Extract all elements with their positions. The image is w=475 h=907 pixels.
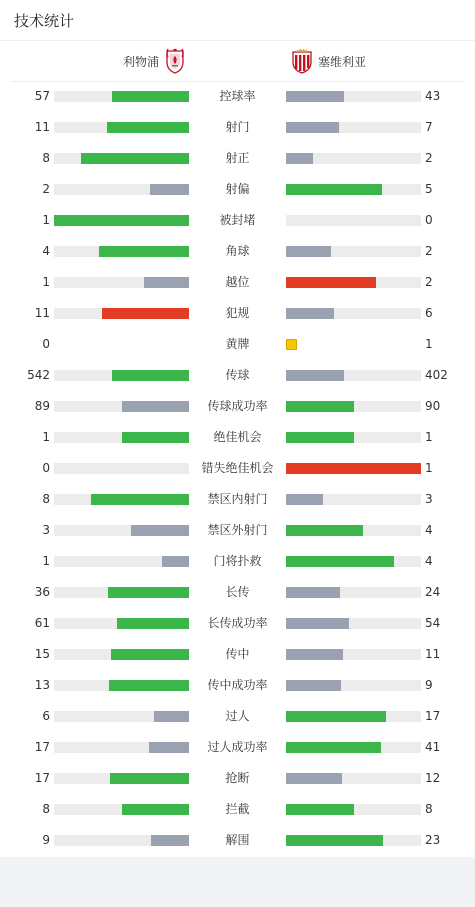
home-bar-track — [54, 308, 189, 319]
stat-row — [0, 701, 475, 732]
away-bar-fill — [286, 649, 343, 660]
stat-row — [0, 763, 475, 794]
away-bar-fill — [286, 711, 386, 722]
stat-row — [0, 391, 475, 422]
away-bar-fill — [286, 277, 376, 288]
home-value: 11 — [34, 306, 50, 320]
home-value: 61 — [34, 616, 50, 630]
home-value: 2 — [42, 182, 50, 196]
away-bar-track — [286, 401, 421, 412]
stat-row — [0, 360, 475, 391]
away-bar-track — [286, 618, 421, 629]
home-bar-track — [54, 804, 189, 815]
home-bar-track — [54, 680, 189, 691]
away-bar-fill — [286, 122, 339, 133]
home-bar-track — [54, 215, 189, 226]
home-bar-fill — [122, 432, 190, 443]
home-value: 6 — [42, 709, 50, 723]
home-value: 89 — [34, 399, 50, 413]
home-bar-fill — [117, 618, 189, 629]
home-bar-fill — [144, 277, 189, 288]
stat-row — [0, 577, 475, 608]
home-value: 0 — [42, 461, 50, 475]
away-value: 402 — [425, 368, 448, 382]
home-bar-fill — [149, 742, 189, 753]
home-bar-track — [54, 618, 189, 629]
home-value: 9 — [42, 833, 50, 847]
home-bar-fill — [112, 91, 189, 102]
away-bar-fill — [286, 91, 344, 102]
stat-row — [0, 639, 475, 670]
stat-label: 长传成功率 — [207, 616, 268, 630]
home-value: 1 — [42, 554, 50, 568]
home-value: 17 — [34, 740, 50, 754]
home-bar-fill — [107, 122, 190, 133]
away-value: 11 — [425, 647, 441, 661]
away-value: 2 — [425, 275, 433, 289]
away-team[interactable] — [290, 41, 366, 81]
home-bar-track — [54, 277, 189, 288]
home-bar-track — [54, 649, 189, 660]
away-bar-fill — [286, 556, 394, 567]
home-bar-track — [54, 835, 189, 846]
away-bar-fill — [286, 370, 344, 381]
stat-label: 越位 — [225, 275, 250, 289]
stat-label: 过人 — [225, 709, 250, 723]
stat-row — [0, 484, 475, 515]
away-value: 4 — [425, 554, 433, 568]
away-bar-track — [286, 153, 421, 164]
away-value: 9 — [425, 678, 433, 692]
home-bar-track — [54, 463, 189, 474]
away-bar-fill — [286, 432, 354, 443]
away-bar-track — [286, 370, 421, 381]
home-bar-fill — [102, 308, 189, 319]
away-value: 1 — [425, 337, 433, 351]
home-bar-fill — [110, 773, 189, 784]
home-team-name: 利物浦 — [122, 54, 159, 69]
away-bar-track — [286, 556, 421, 567]
home-value: 3 — [42, 523, 50, 537]
stat-label: 传中 — [225, 647, 250, 661]
stat-label: 黄牌 — [225, 337, 250, 351]
home-value: 542 — [27, 368, 50, 382]
home-value: 8 — [42, 492, 50, 506]
yellow-card-icon — [286, 339, 297, 350]
stat-label: 抢断 — [225, 771, 250, 785]
stat-row — [0, 112, 475, 143]
home-bar-track — [54, 556, 189, 567]
home-value: 1 — [42, 213, 50, 227]
stat-label: 犯规 — [225, 306, 250, 320]
away-value: 6 — [425, 306, 433, 320]
stat-label: 禁区外射门 — [207, 523, 268, 537]
stat-label: 长传 — [225, 585, 250, 599]
stat-row — [0, 267, 475, 298]
home-bar-fill — [112, 370, 190, 381]
away-value: 43 — [425, 89, 441, 103]
page-title: 技术统计 — [14, 12, 75, 30]
stats-list — [0, 81, 475, 856]
stat-label: 禁区内射门 — [207, 492, 268, 506]
away-bar-fill — [286, 308, 334, 319]
home-bar-track — [54, 246, 189, 257]
away-bar-track — [286, 711, 421, 722]
home-bar-fill — [162, 556, 189, 567]
away-value: 2 — [425, 151, 433, 165]
away-bar-track — [286, 587, 421, 598]
liverpool-crest-icon — [163, 48, 187, 74]
away-bar-fill — [286, 525, 363, 536]
stat-row — [0, 608, 475, 639]
away-value: 4 — [425, 523, 433, 537]
away-bar-fill — [286, 463, 421, 474]
home-bar-fill — [111, 649, 189, 660]
away-bar-track — [286, 215, 421, 226]
away-bar-track — [286, 91, 421, 102]
away-value: 24 — [425, 585, 441, 599]
home-value: 13 — [34, 678, 50, 692]
stat-label: 传中成功率 — [207, 678, 268, 692]
stat-row — [0, 174, 475, 205]
stat-row — [0, 670, 475, 701]
away-value: 2 — [425, 244, 433, 258]
home-value: 15 — [34, 647, 50, 661]
home-bar-track — [54, 91, 189, 102]
away-bar-track — [286, 804, 421, 815]
home-value: 0 — [42, 337, 50, 351]
stat-row — [0, 794, 475, 825]
away-bar-track — [286, 742, 421, 753]
home-bar-fill — [109, 680, 189, 691]
home-bar-fill — [122, 401, 189, 412]
away-bar-track — [286, 649, 421, 660]
stat-row — [0, 81, 475, 112]
home-value: 4 — [42, 244, 50, 258]
home-bar-fill — [154, 711, 189, 722]
away-bar-track — [286, 122, 421, 133]
away-bar-fill — [286, 153, 313, 164]
home-bar-fill — [150, 184, 189, 195]
stat-label: 拦截 — [225, 802, 250, 816]
stat-label: 射门 — [225, 120, 250, 134]
home-bar-track — [54, 587, 189, 598]
stat-row — [0, 825, 475, 856]
away-bar-track — [286, 494, 421, 505]
away-bar-track — [286, 184, 421, 195]
home-bar-track — [54, 153, 189, 164]
away-value: 1 — [425, 461, 433, 475]
stat-label: 过人成功率 — [207, 740, 268, 754]
home-bar-track — [54, 711, 189, 722]
home-value: 36 — [34, 585, 50, 599]
away-bar-fill — [286, 494, 323, 505]
away-bar-fill — [286, 618, 349, 629]
home-bar-track — [54, 742, 189, 753]
away-bar-fill — [286, 804, 354, 815]
away-bar-fill — [286, 742, 381, 753]
away-bar-fill — [286, 835, 383, 846]
stat-label: 门将扑救 — [213, 554, 262, 568]
stat-row — [0, 298, 475, 329]
stat-label: 解围 — [225, 833, 250, 847]
stat-row — [0, 236, 475, 267]
stat-row — [0, 205, 475, 236]
stat-row — [0, 422, 475, 453]
away-team-name: 塞维利亚 — [318, 54, 367, 69]
away-bar-track — [286, 246, 421, 257]
home-value: 57 — [34, 89, 50, 103]
away-value: 7 — [425, 120, 433, 134]
away-bar-fill — [286, 680, 341, 691]
home-bar-fill — [131, 525, 189, 536]
stat-row — [0, 143, 475, 174]
away-bar-track — [286, 308, 421, 319]
away-value: 41 — [425, 740, 441, 754]
home-bar-fill — [91, 494, 189, 505]
away-bar-fill — [286, 587, 340, 598]
away-value: 54 — [425, 616, 441, 630]
stat-label: 角球 — [225, 244, 250, 258]
away-value: 1 — [425, 430, 433, 444]
stat-label: 传球成功率 — [207, 399, 268, 413]
away-bar-track — [286, 680, 421, 691]
home-value: 8 — [42, 802, 50, 816]
stat-row — [0, 453, 475, 484]
away-bar-track — [286, 277, 421, 288]
stat-row — [0, 515, 475, 546]
home-bar-fill — [151, 835, 189, 846]
away-bar-track — [286, 463, 421, 474]
away-bar-track — [286, 339, 421, 350]
home-bar-track — [54, 339, 189, 350]
home-bar-track — [54, 370, 189, 381]
away-bar-fill — [286, 401, 354, 412]
away-value: 17 — [425, 709, 441, 723]
home-bar-fill — [99, 246, 189, 257]
home-bar-fill — [54, 215, 189, 226]
home-bar-fill — [122, 804, 190, 815]
stat-row — [0, 732, 475, 763]
away-value: 12 — [425, 771, 441, 785]
away-bar-track — [286, 835, 421, 846]
home-bar-track — [54, 401, 189, 412]
sevilla-crest-icon — [290, 48, 314, 74]
home-bar-track — [54, 773, 189, 784]
away-bar-fill — [286, 773, 342, 784]
stat-label: 绝佳机会 — [213, 430, 262, 444]
home-bar-track — [54, 122, 189, 133]
home-bar-track — [54, 432, 189, 443]
home-bar-track — [54, 494, 189, 505]
stat-label: 射正 — [225, 151, 250, 165]
away-value: 5 — [425, 182, 433, 196]
home-value: 11 — [34, 120, 50, 134]
teams-header — [0, 41, 475, 81]
home-value: 8 — [42, 151, 50, 165]
home-value: 1 — [42, 430, 50, 444]
stat-label: 控球率 — [219, 89, 256, 103]
stat-label: 射偏 — [225, 182, 250, 196]
stat-row — [0, 546, 475, 577]
away-bar-fill — [286, 184, 382, 195]
away-bar-track — [286, 773, 421, 784]
stat-label: 被封堵 — [219, 213, 256, 227]
away-value: 90 — [425, 399, 441, 413]
away-value: 0 — [425, 213, 433, 227]
home-bar-fill — [81, 153, 189, 164]
away-value: 23 — [425, 833, 441, 847]
stat-label: 错失绝佳机会 — [201, 461, 274, 475]
home-bar-track — [54, 525, 189, 536]
away-value: 3 — [425, 492, 433, 506]
home-bar-track — [54, 184, 189, 195]
stat-label: 传球 — [225, 368, 250, 382]
home-team[interactable] — [123, 41, 187, 81]
home-bar-fill — [108, 587, 189, 598]
stat-row — [0, 329, 475, 360]
away-bar-track — [286, 525, 421, 536]
away-bar-track — [286, 432, 421, 443]
away-bar-fill — [286, 246, 331, 257]
home-value: 1 — [42, 275, 50, 289]
home-value: 17 — [34, 771, 50, 785]
away-value: 8 — [425, 802, 433, 816]
